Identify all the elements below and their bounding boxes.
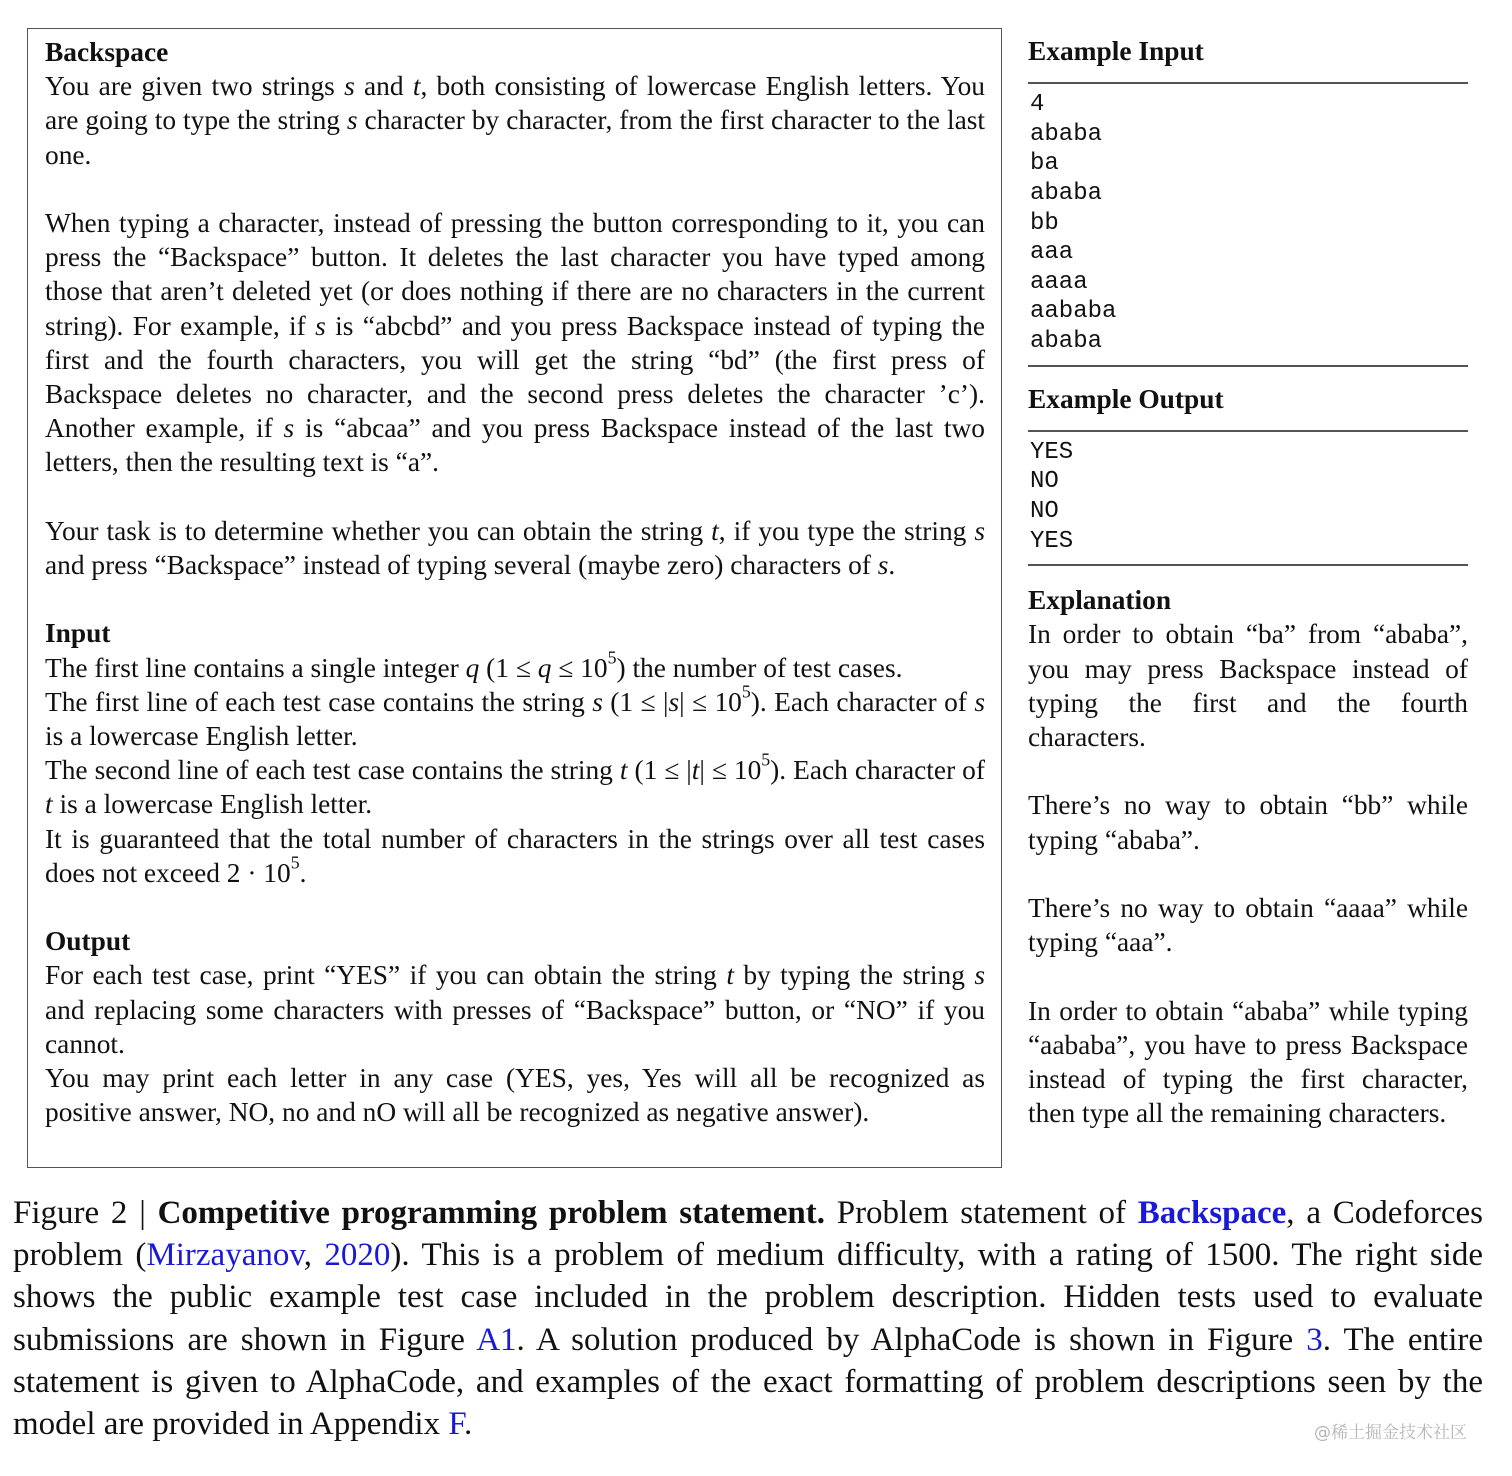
intro-paragraph: You are given two strings s and t, both consisting of lowercase English letters. You are going to type the string s character by character, from the first character to the last one. [45,71,985,170]
backspace-link[interactable]: Backspace [1137,1195,1287,1231]
example-input-line: ababa [1030,327,1103,355]
watermark: @稀土掘金技术社区 [1314,1423,1467,1443]
explanation-paragraph: There’s no way to obtain “bb” while typing “ababa”. [1028,790,1468,855]
example-input-line: bb [1030,209,1059,237]
divider [1028,564,1468,566]
figure-a1-link[interactable]: A1 [476,1321,517,1358]
example-output-block [1028,432,1468,564]
example-input-title: Example Input [1028,36,1204,66]
citation-author-link[interactable]: Mirzayanov [146,1237,304,1274]
output-line-2: You may print each letter in any case (YES, yes, Yes will all be recognized as positive answer, NO, no and nO will all be recognized as negative answer). [45,1063,985,1128]
example-input-line: aababa [1030,298,1117,326]
example-input-line: aaa [1030,239,1074,267]
example-input-line: 4 [1030,91,1045,119]
figure-caption: Figure 2 | Competitive programming problem statement. Problem statement of Backspace, a Codeforces problem (Mirzayanov, 2020). This is a problem of medium difficulty, with a rating of 1500. The right side shows the public example test case included in the problem description. Hidden tests used to evaluate submissions are shown in Figure A1. A solution produced by AlphaCode is shown in Figure 3. The entire statement is given to AlphaCode, and examples of the exact formatting of problem descriptions seen by the model are provided in Appendix F. [13,1195,1484,1443]
figure-3-link[interactable]: 3 [1306,1321,1323,1358]
example-input-line: ababa [1030,179,1103,207]
citation-year-link[interactable]: 2020 [324,1237,391,1274]
caption-title: Competitive programming problem statement. [157,1195,825,1231]
task-paragraph: Your task is to determine whether you can obtain the string t, if you type the string s and press “Backspace” instead of typing several (maybe zero) characters of s. [45,515,985,581]
example-input-line: ababa [1030,120,1103,148]
input-line-2: The first line of each test case contains the string s $(1 \le |s| \le 10^5)$. Each character of s is a lowercase English letter. [45,681,985,752]
explanation-section [1028,583,1468,1130]
example-output-line: NO [1030,497,1059,525]
backspace-description-paragraph: When typing a character, instead of pressing the button corresponding to it, you can press the “Backspace” button. It deletes the last character you have typed among those that aren’t deleted yet (or does nothing if there are no characters in the current string). For example, if s is “abcbd” and you press Backspace instead of typing the first and the fourth characters, you will get the string “bd” (the first press of Backspace deletes no character, and the second press deletes the character ’c’). Another example, if s is “abcaa” and you press Backspace instead of the last two letters, then the resulting text is “a”. [45,208,985,478]
explanation-paragraph: In order to obtain “ababa” while typing “aababa”, you have to press Backspace instead of typing the first character, then type all the remaining characters. [1028,995,1468,1129]
example-output-line: YES [1030,527,1074,555]
output-line-1: For each test case, print “YES” if you can obtain the string t by typing the string s and replacing some characters with presses of “Backspace” button, or “NO” if you cannot. [45,960,985,1059]
divider [1028,365,1468,367]
input-line-4: It is guaranteed that the total number of characters in the strings over all test cases does not exceed $2 \cdot 10^5$. [45,823,985,888]
example-input-block [1028,84,1468,364]
example-input-line: ba [1030,150,1059,178]
examples-column [1028,28,1468,1130]
problem-statement-box [27,28,1002,1168]
example-input-line: aaaa [1030,268,1088,296]
input-line-3: The second line of each test case contains the string t $(1 \le |t| \le 10^5)$. Each character of t is a lowercase English letter. [45,749,985,820]
explanation-paragraph: In order to obtain “ba” from “ababa”, you may press Backspace instead of typing the first and the fourth characters. [1028,619,1468,752]
output-section-title: Output [45,926,131,957]
example-output-title: Example Output [1028,383,1224,414]
appendix-f-link[interactable]: F [448,1406,465,1443]
problem-title: Backspace [45,37,169,67]
example-output-line: NO [1030,468,1059,496]
input-line-1: The first line contains a single integer q $(1 \le q \le 10^5)$ the number of test cases. [45,647,903,683]
input-section-title: Input [45,618,111,649]
example-output-line: YES [1030,438,1074,466]
caption-label: Figure 2 | [13,1195,158,1231]
explanation-title: Explanation [1028,585,1172,616]
explanation-paragraph: There’s no way to obtain “aaaa” while typing “aaa”. [1028,892,1468,958]
